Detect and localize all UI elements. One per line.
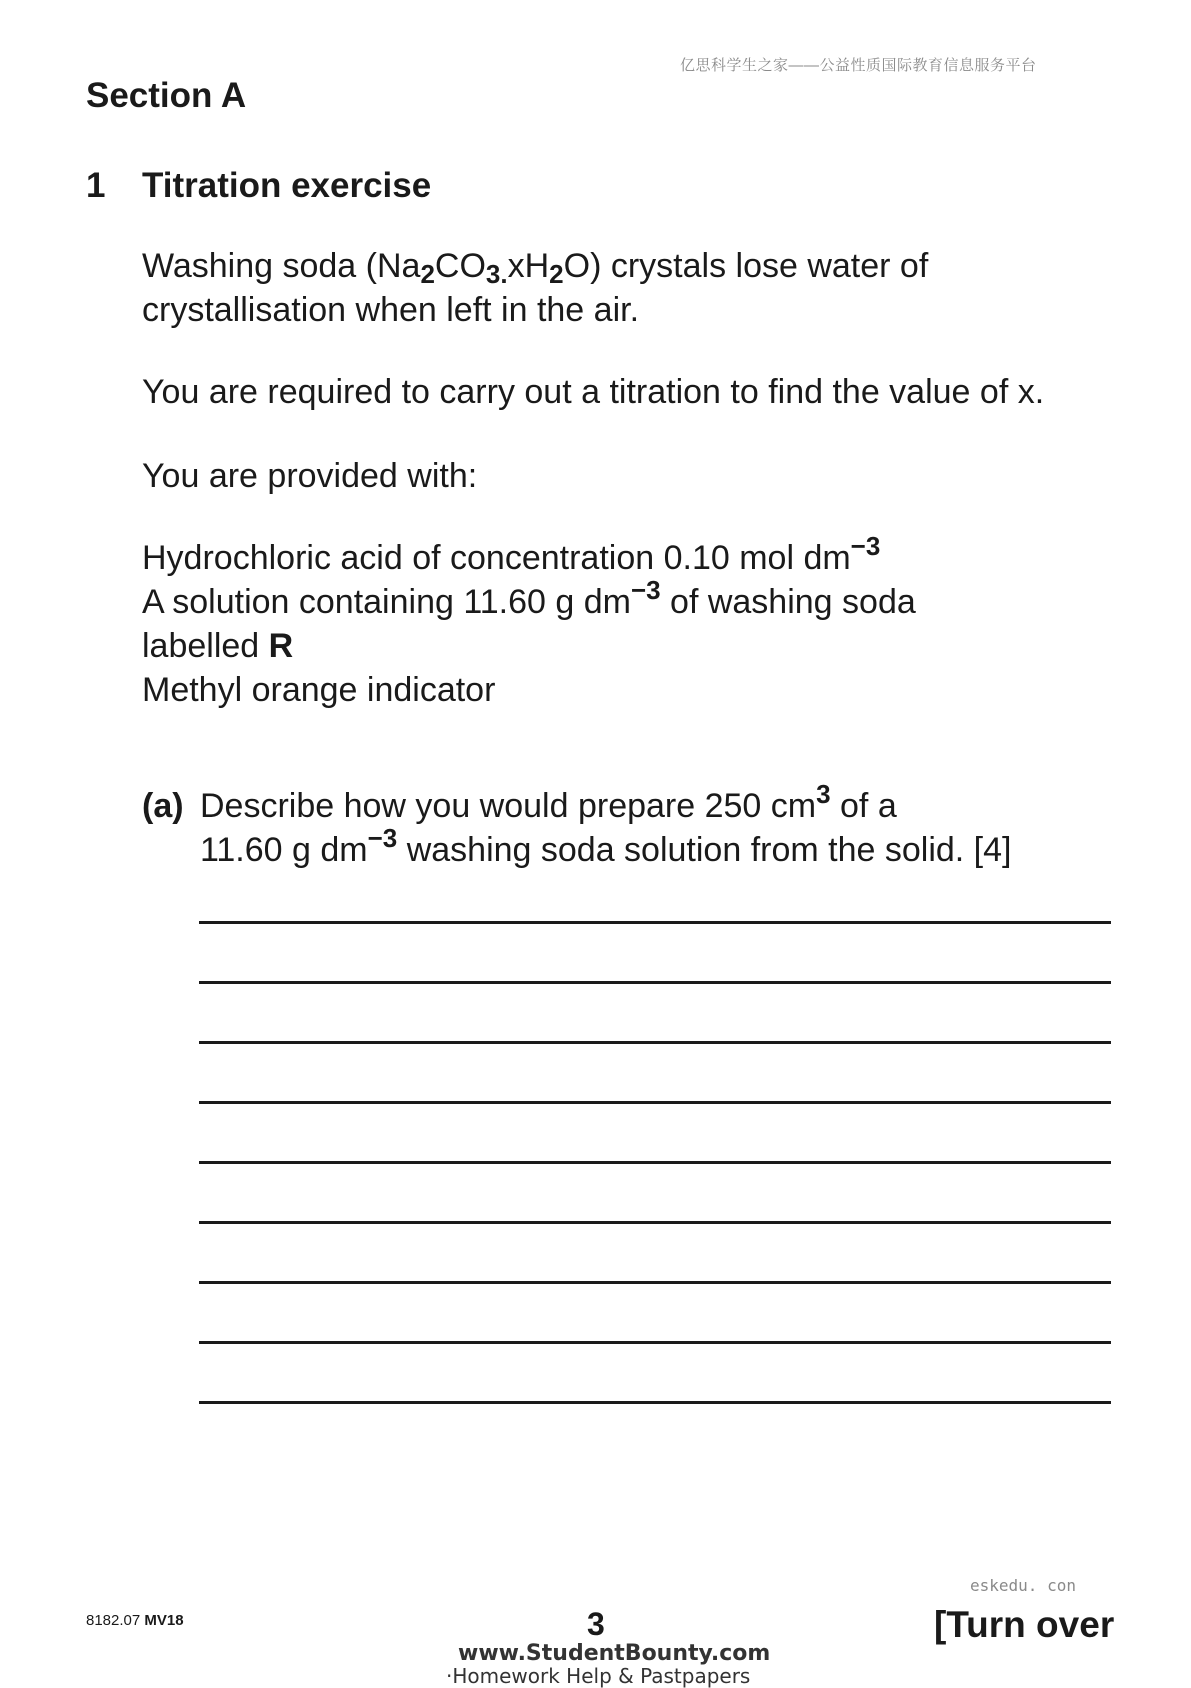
- intro-text: O) crystals lose water of: [563, 247, 929, 285]
- superscript: −3: [367, 823, 398, 853]
- watermark-eskedu: eskedu. con: [970, 1576, 1076, 1595]
- answer-line[interactable]: [199, 1221, 1111, 1224]
- subscript: 2: [420, 259, 435, 289]
- header-watermark: 亿思科学生之家——公益性质国际教育信息服务平台: [680, 57, 1037, 74]
- intro-text: Washing soda (Na: [142, 247, 421, 285]
- part-a-line2: washing soda solution from the solid. [4]: [397, 831, 1012, 869]
- part-a-label: (a): [142, 787, 184, 825]
- subscript: 2: [549, 259, 564, 289]
- provided-heading: You are provided with:: [142, 457, 478, 495]
- answer-line[interactable]: [199, 1341, 1111, 1344]
- watermark-site: www.StudentBounty.com: [458, 1641, 771, 1666]
- part-a-line1: of a: [830, 787, 897, 825]
- page-number: 3: [587, 1606, 605, 1642]
- materials-list: [142, 531, 916, 712]
- answer-line[interactable]: [199, 921, 1111, 924]
- material-label-r: R: [268, 627, 294, 665]
- part-a-line1: Describe how you would prepare 250 cm: [200, 787, 817, 825]
- material-indicator: Methyl orange indicator: [142, 671, 496, 709]
- paper-code-number: 8182.07: [86, 1612, 141, 1629]
- superscript: −3: [850, 531, 881, 561]
- part-a-line2: 11.60 g dm: [200, 831, 368, 869]
- material-solution: of washing soda: [660, 583, 916, 621]
- intro-paragraph: [142, 244, 928, 332]
- superscript: 3: [816, 779, 831, 809]
- question-title: Titration exercise: [142, 166, 432, 205]
- material-hcl: Hydrochloric acid of concentration 0.10 mol dm: [142, 539, 851, 577]
- answer-line[interactable]: [199, 1161, 1111, 1164]
- paper-code: [86, 1612, 184, 1629]
- section-title: Section A: [86, 76, 247, 115]
- intro-text: xH: [507, 247, 550, 285]
- answer-line[interactable]: [199, 1281, 1111, 1284]
- answer-line[interactable]: [199, 1401, 1111, 1404]
- answer-line[interactable]: [199, 981, 1111, 984]
- intro-text-line2: crystallisation when left in the air.: [142, 291, 640, 329]
- material-label: labelled: [142, 627, 269, 665]
- watermark-tagline: ·Homework Help & Pastpapers: [446, 1664, 751, 1688]
- paper-code-suffix: MV18: [144, 1612, 184, 1629]
- material-solution: A solution containing 11.60 g dm: [142, 583, 631, 621]
- instruction-paragraph: You are required to carry out a titration to find the value of x.: [142, 373, 1045, 411]
- subscript: 3.: [485, 259, 508, 289]
- answer-line[interactable]: [199, 1041, 1111, 1044]
- part-a-text: [200, 779, 1012, 872]
- superscript: −3: [630, 575, 661, 605]
- answer-line[interactable]: [199, 1101, 1111, 1104]
- turn-over-label: [Turn over: [934, 1604, 1115, 1645]
- question-number: 1: [86, 166, 106, 205]
- intro-text: CO: [434, 247, 486, 285]
